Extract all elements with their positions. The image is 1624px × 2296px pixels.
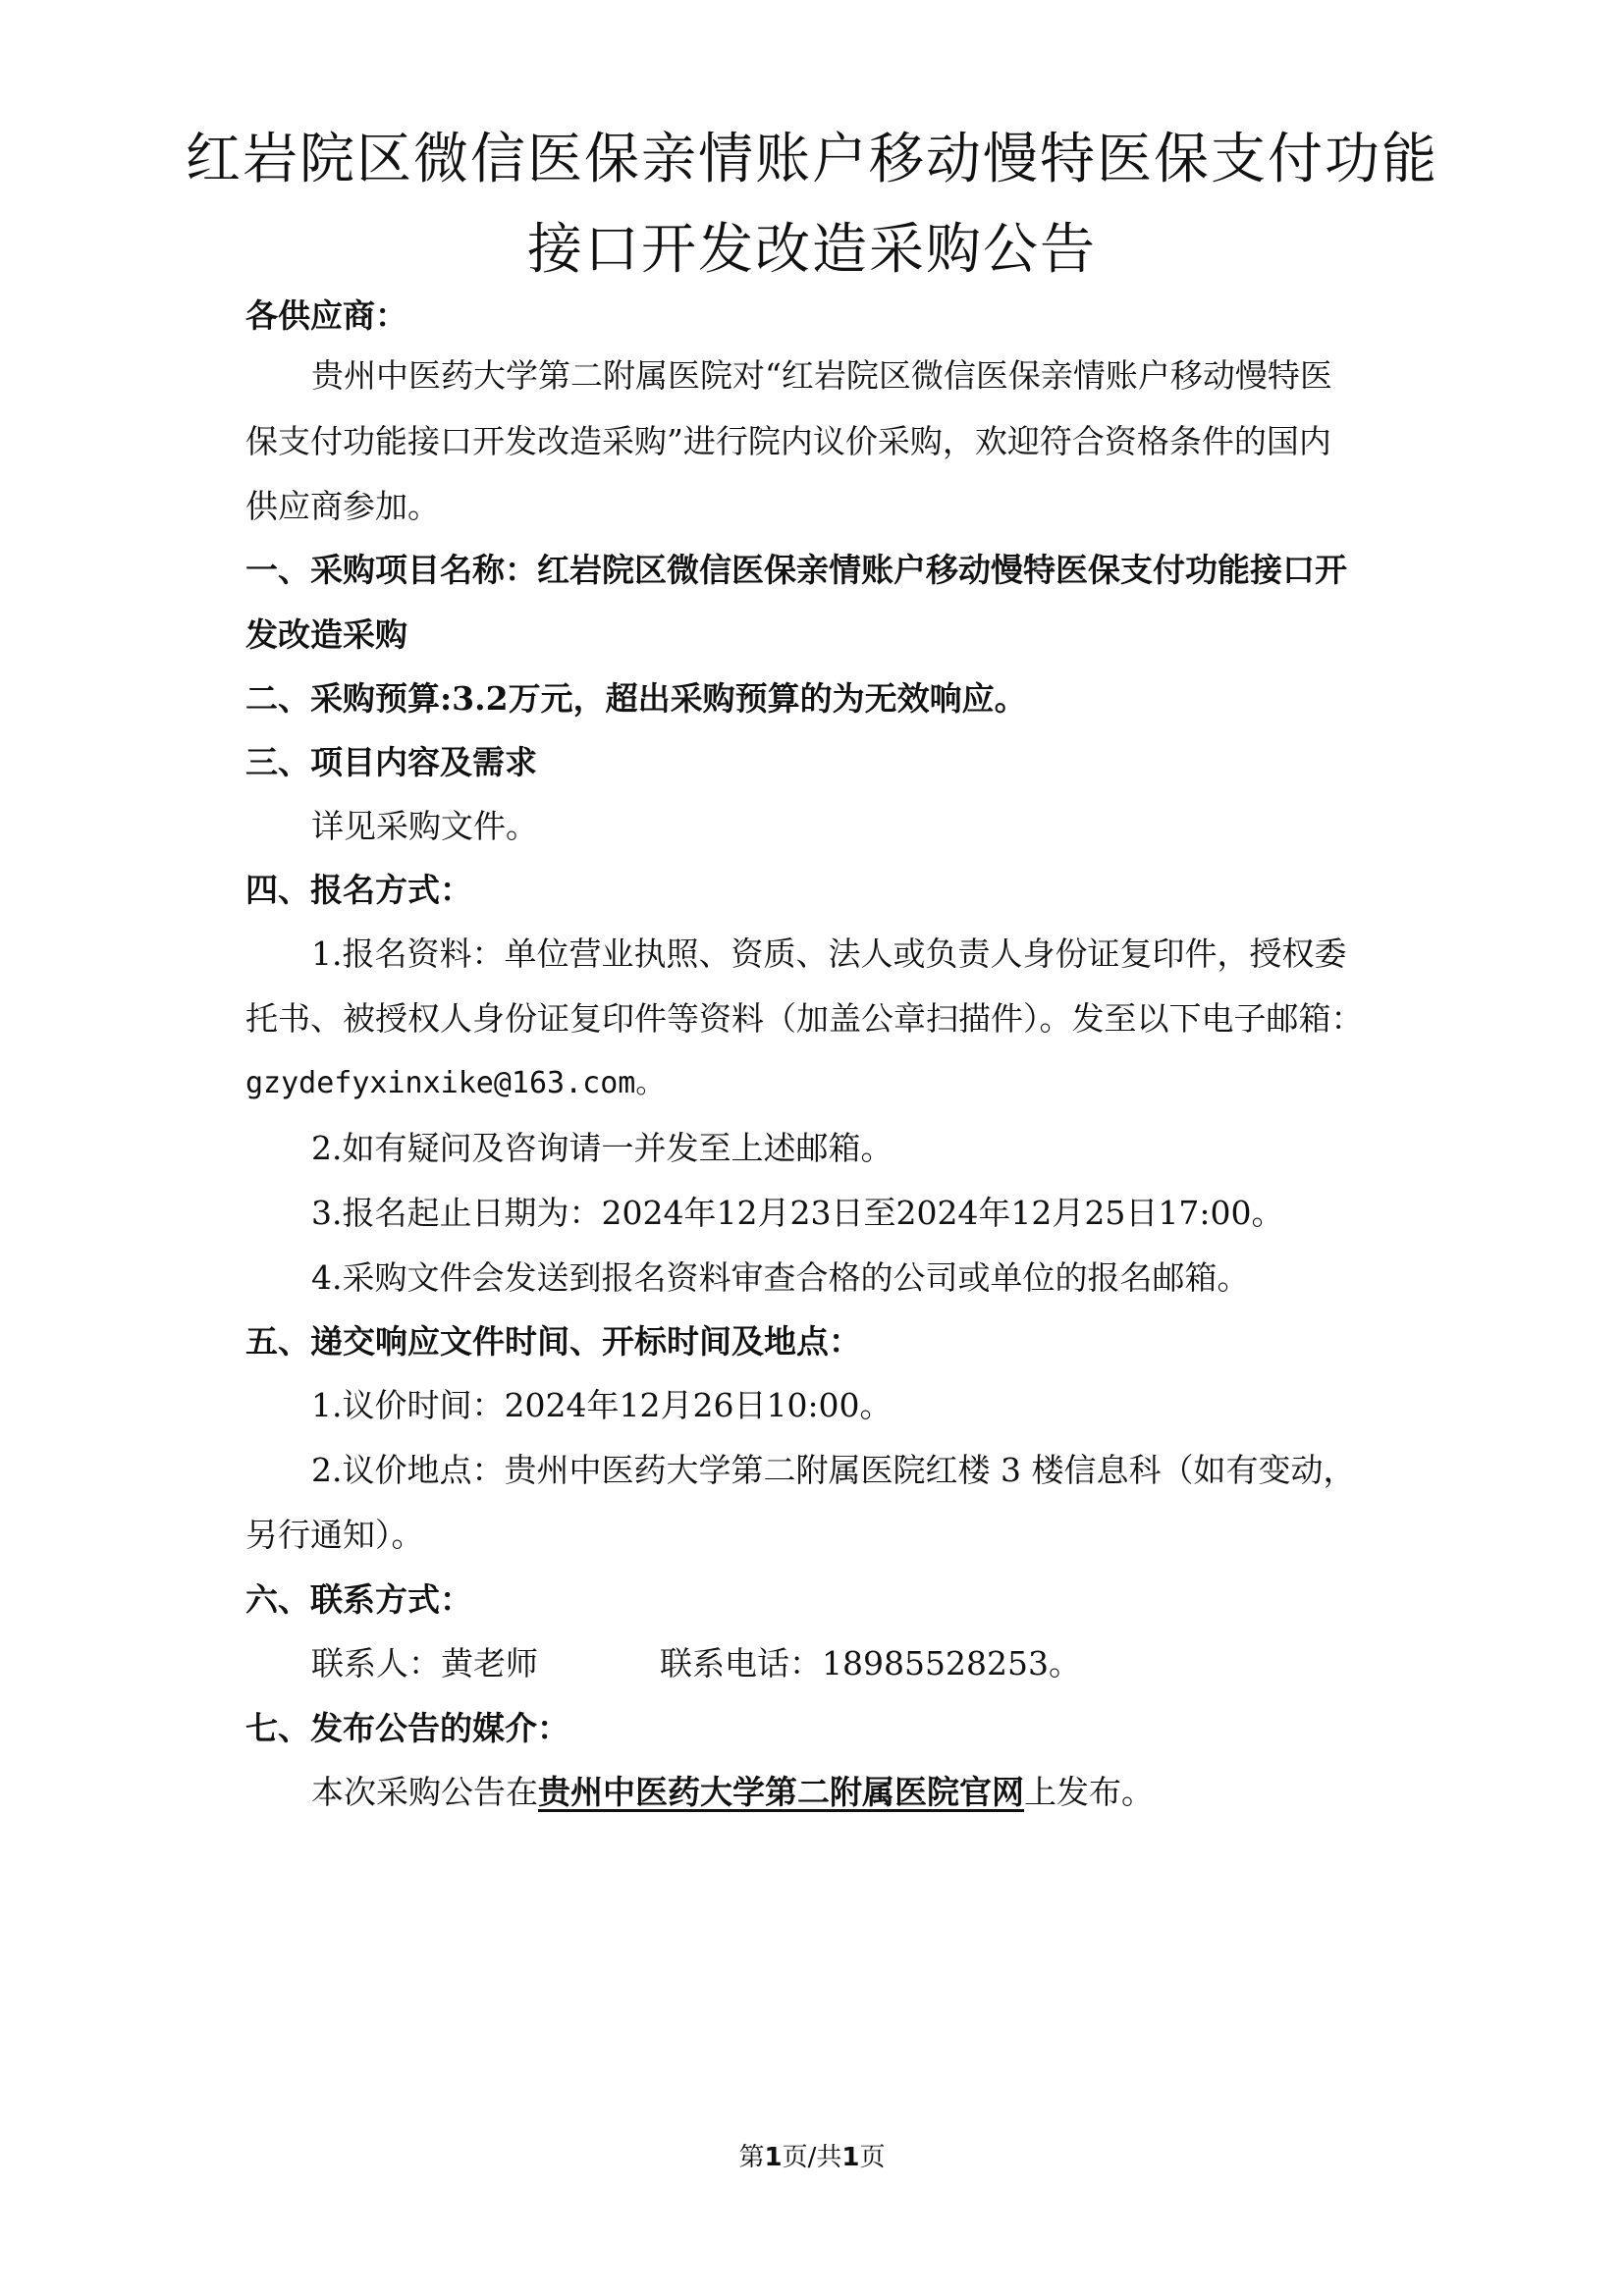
intro-line-3: 供应商参加。 [245,487,440,525]
page-footer [0,2137,1624,2173]
footer-total-pages: 1 [841,2143,860,2172]
contact-person: 联系人：黄老师 [311,1644,538,1682]
contact-phone: 联系电话：18985528253。 [660,1644,1081,1682]
greeting: 各供应商： [245,296,407,335]
section-1-line-2: 发改造采购 [245,615,407,654]
section-7-body [311,1773,1154,1812]
section-5-heading: 五、递交响应文件时间、开标时间及地点： [245,1322,861,1361]
section-3-heading: 三、项目内容及需求 [245,743,537,781]
hospital-website-link[interactable]: 贵州中医药大学第二附属医院官网 [538,1773,1024,1811]
contact-email: gzydefyxinxike@163.com。 [245,1066,666,1100]
section-4-item-1-line-2: 托书、被授权人身份证复印件等资料（加盖公章扫描件）。发至以下电子邮箱： [245,999,1364,1038]
section-4-item-3: 3.报名起止日期为：2024年12月23日至2024年12月25日17:00。 [311,1194,1284,1232]
section-7-heading: 七、发布公告的媒介： [245,1709,569,1747]
section-6-heading: 六、联系方式： [245,1580,472,1619]
section-4-item-1-line-1: 1.报名资料：单位营业执照、资质、法人或负责人身份证复印件，授权委 [311,934,1347,973]
section-7-prefix: 本次采购公告在 [311,1773,538,1811]
footer-suffix: 页 [859,2143,886,2172]
document-title-line-2: 接口开发改造采购公告 [527,218,1097,282]
section-5-item-1: 1.议价时间：2024年12月26日10:00。 [311,1386,893,1424]
section-4-item-2: 2.如有疑问及咨询请一并发至上述邮箱。 [311,1129,893,1167]
section-1-line-1: 一、采购项目名称：红岩院区微信医保亲情账户移动慢特医保支付功能接口开 [245,551,1347,589]
section-4-item-4: 4.采购文件会发送到报名资料审查合格的公司或单位的报名邮箱。 [311,1258,1250,1297]
footer-current-page: 1 [764,2143,783,2172]
section-5-item-2-line-1: 2.议价地点：贵州中医药大学第二附属医院红楼 3 楼信息科（如有变动， [311,1451,1356,1489]
footer-prefix: 第 [738,2143,765,2172]
intro-line-1: 贵州中医药大学第二附属医院对“红岩院区微信医保亲情账户移动慢特医 [311,356,1332,395]
section-5-item-2-line-2: 另行通知）。 [245,1516,424,1554]
footer-middle: 页/共 [782,2143,842,2172]
section-7-suffix: 上发布。 [1024,1773,1154,1811]
section-2-budget: 二、采购预算:3.2万元，超出采购预算的为无效响应。 [245,679,1027,718]
section-4-heading: 四、报名方式： [245,871,472,909]
section-3-body: 详见采购文件。 [311,807,538,845]
intro-line-2: 保支付功能接口开发改造采购”进行院内议价采购，欢迎符合资格条件的国内 [245,422,1331,460]
document-title-line-1: 红岩院区微信医保亲情账户移动慢特医保支付功能 [186,128,1438,191]
